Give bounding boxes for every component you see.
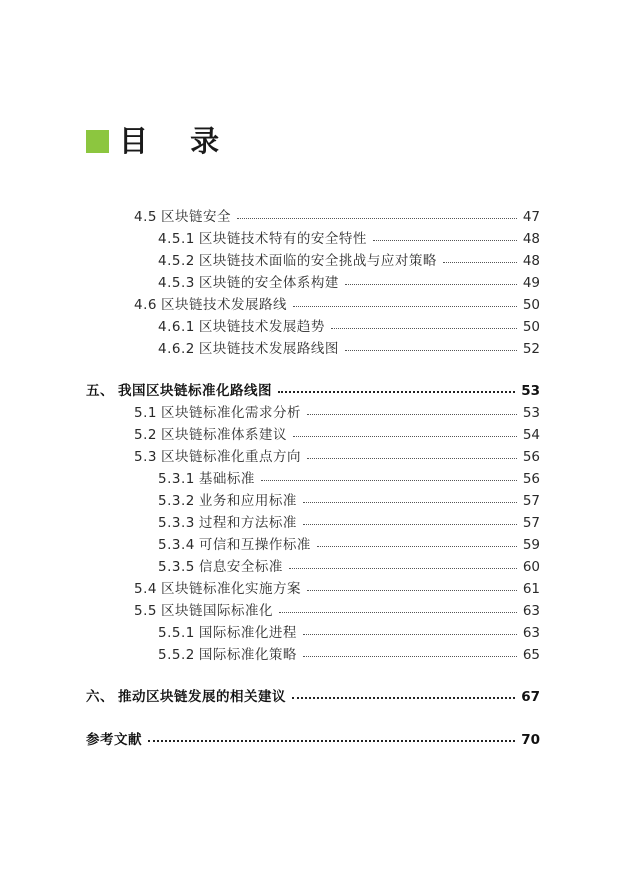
green-square-icon	[86, 130, 109, 153]
toc-entry-label	[158, 272, 339, 294]
toc-entry[interactable]	[158, 468, 540, 490]
toc-entry-title: 区块链标准化需求分析	[160, 405, 301, 421]
toc-entry-number: 5.3.3	[158, 515, 195, 531]
toc-entry-number: 4.5	[134, 209, 157, 225]
toc-entry-label	[158, 316, 325, 338]
toc-entry-title: 区块链国际标准化	[160, 603, 273, 619]
toc-chapter-entry[interactable]	[86, 729, 540, 751]
toc-entry-title: 区块链标准化实施方案	[160, 581, 301, 597]
toc-entry-label	[134, 446, 301, 468]
toc-entry-page-number: 53	[522, 405, 540, 421]
toc-entry-page-number: 67	[521, 689, 540, 705]
toc-entry-page-number: 70	[521, 732, 540, 748]
toc-entry-number: 5.5.1	[158, 625, 195, 641]
toc-entry-title: 区块链标准体系建议	[160, 427, 287, 443]
toc-entry-title: 参考文献	[86, 732, 142, 748]
toc-entry-page-number: 53	[521, 383, 540, 399]
toc-entry-page-number: 50	[522, 297, 540, 313]
dot-leader	[307, 458, 517, 459]
dot-leader	[303, 524, 517, 525]
toc-entry-number: 五、	[86, 383, 114, 399]
dot-leader	[307, 414, 517, 415]
toc-entry-page-number: 48	[522, 231, 540, 247]
toc-entry[interactable]	[158, 272, 540, 294]
dot-leader	[345, 284, 517, 285]
toc-entry-page-number: 54	[522, 427, 540, 443]
toc-entry-number: 5.3.5	[158, 559, 195, 575]
toc-entry-title: 可信和互操作标准	[198, 537, 311, 553]
toc-entry-page-number: 52	[522, 341, 540, 357]
toc-entry[interactable]	[134, 600, 540, 622]
toc-entry[interactable]	[158, 228, 540, 250]
toc-entry[interactable]	[158, 490, 540, 512]
toc-entry-number: 5.2	[134, 427, 157, 443]
toc-entry-number: 5.3	[134, 449, 157, 465]
toc-entry-page-number: 59	[522, 537, 540, 553]
toc-entry-page-number: 61	[522, 581, 540, 597]
toc-entry-number: 4.5.3	[158, 275, 195, 291]
toc-entry[interactable]	[158, 534, 540, 556]
toc-entry-number: 5.5.2	[158, 647, 195, 663]
dot-leader	[293, 306, 517, 307]
toc-entry-title: 推动区块链发展的相关建议	[118, 689, 286, 705]
dot-leader	[373, 240, 517, 241]
toc-entry-number: 4.6	[134, 297, 157, 313]
dot-leader	[148, 740, 515, 742]
toc-chapter-entry[interactable]	[86, 686, 540, 708]
toc-entry-label	[158, 556, 283, 578]
toc-entry[interactable]	[134, 578, 540, 600]
toc-entry[interactable]	[134, 294, 540, 316]
dot-leader	[303, 634, 517, 635]
toc-entry-page-number: 60	[522, 559, 540, 575]
toc-entry-page-number: 49	[522, 275, 540, 291]
toc-header	[86, 123, 235, 159]
toc-entry-label	[158, 644, 297, 666]
dot-leader	[345, 350, 517, 351]
dot-leader	[278, 391, 515, 393]
toc-entry[interactable]	[134, 206, 540, 228]
toc-entry-page-number: 56	[522, 471, 540, 487]
dot-leader	[303, 502, 517, 503]
toc-entry-title: 业务和应用标准	[198, 493, 297, 509]
toc-entry-page-number: 57	[522, 515, 540, 531]
toc-entry-title: 信息安全标准	[198, 559, 283, 575]
toc-entry-label	[134, 578, 301, 600]
toc-entry[interactable]	[158, 250, 540, 272]
toc-entry-title: 我国区块链标准化路线图	[118, 383, 272, 399]
toc-entry-label	[134, 424, 287, 446]
toc-entry-page-number: 63	[522, 625, 540, 641]
toc-entry-page-number: 56	[522, 449, 540, 465]
toc-entry[interactable]	[158, 556, 540, 578]
toc-entry-title: 区块链的安全体系构建	[198, 275, 339, 291]
toc-entry[interactable]	[134, 446, 540, 468]
dot-leader	[303, 656, 517, 657]
toc-entry-title: 区块链安全	[160, 209, 231, 225]
toc-entry-title: 国际标准化进程	[198, 625, 297, 641]
toc-entry-page-number: 57	[522, 493, 540, 509]
toc-entry-page-number: 63	[522, 603, 540, 619]
toc-entry-number: 4.5.1	[158, 231, 195, 247]
toc-entry-label	[158, 490, 297, 512]
dot-leader	[443, 262, 517, 263]
toc-entry-page-number: 65	[522, 647, 540, 663]
toc-entry-label	[86, 686, 286, 708]
toc-entry-title: 区块链技术面临的安全挑战与应对策略	[198, 253, 437, 269]
dot-leader	[279, 612, 517, 613]
toc-entry-number: 5.3.4	[158, 537, 195, 553]
toc-entry-title: 区块链技术特有的安全特性	[198, 231, 367, 247]
dot-leader	[237, 218, 517, 219]
toc-entry-label	[86, 729, 142, 751]
toc-entry-title: 区块链技术发展路线图	[198, 341, 339, 357]
toc-entry-number: 4.6.1	[158, 319, 195, 335]
toc-entry-title: 区块链技术发展路线	[160, 297, 287, 313]
toc-entry-label	[158, 338, 339, 360]
page-title: 目 录	[119, 124, 236, 158]
toc-entry[interactable]	[158, 512, 540, 534]
toc-entry-label	[158, 622, 297, 644]
dot-leader	[331, 328, 517, 329]
toc-entry-number: 六、	[86, 689, 114, 705]
toc-entry-page-number: 50	[522, 319, 540, 335]
dot-leader	[292, 697, 515, 699]
toc-entry[interactable]	[134, 424, 540, 446]
toc-entry-label	[134, 294, 287, 316]
toc-entry-label	[86, 380, 272, 402]
toc-entry-number: 4.5.2	[158, 253, 195, 269]
toc-entry-label	[158, 534, 311, 556]
toc-entry[interactable]	[158, 644, 540, 666]
toc-entry-label	[134, 600, 273, 622]
toc-entry-page-number: 47	[522, 209, 540, 225]
toc-entry-number: 5.5	[134, 603, 157, 619]
dot-leader	[289, 568, 517, 569]
toc-entry-label	[158, 250, 437, 272]
toc-entry-label	[158, 228, 367, 250]
toc-entry[interactable]	[134, 402, 540, 424]
toc-entry-label	[134, 206, 231, 228]
toc-entry[interactable]	[158, 622, 540, 644]
toc-entry-page-number: 48	[522, 253, 540, 269]
dot-leader	[307, 590, 517, 591]
toc-entry-number: 4.6.2	[158, 341, 195, 357]
toc-entry-number: 5.3.1	[158, 471, 195, 487]
toc-entry-number: 5.3.2	[158, 493, 195, 509]
toc-chapter-entry[interactable]	[86, 380, 540, 402]
dot-leader	[293, 436, 517, 437]
toc-entry-title: 区块链标准化重点方向	[160, 449, 301, 465]
toc-entry-title: 基础标准	[198, 471, 255, 487]
dot-leader	[317, 546, 517, 547]
toc-entry[interactable]	[158, 316, 540, 338]
toc-entry-label	[158, 468, 255, 490]
dot-leader	[261, 480, 517, 481]
toc-entry-title: 国际标准化策略	[198, 647, 297, 663]
toc-entry-number: 5.1	[134, 405, 157, 421]
toc-entry-number: 5.4	[134, 581, 157, 597]
toc-entry-label	[158, 512, 297, 534]
toc-entry-title: 区块链技术发展趋势	[198, 319, 325, 335]
toc-entry[interactable]	[158, 338, 540, 360]
toc-entry-label	[134, 402, 301, 424]
toc-entry-title: 过程和方法标准	[198, 515, 297, 531]
